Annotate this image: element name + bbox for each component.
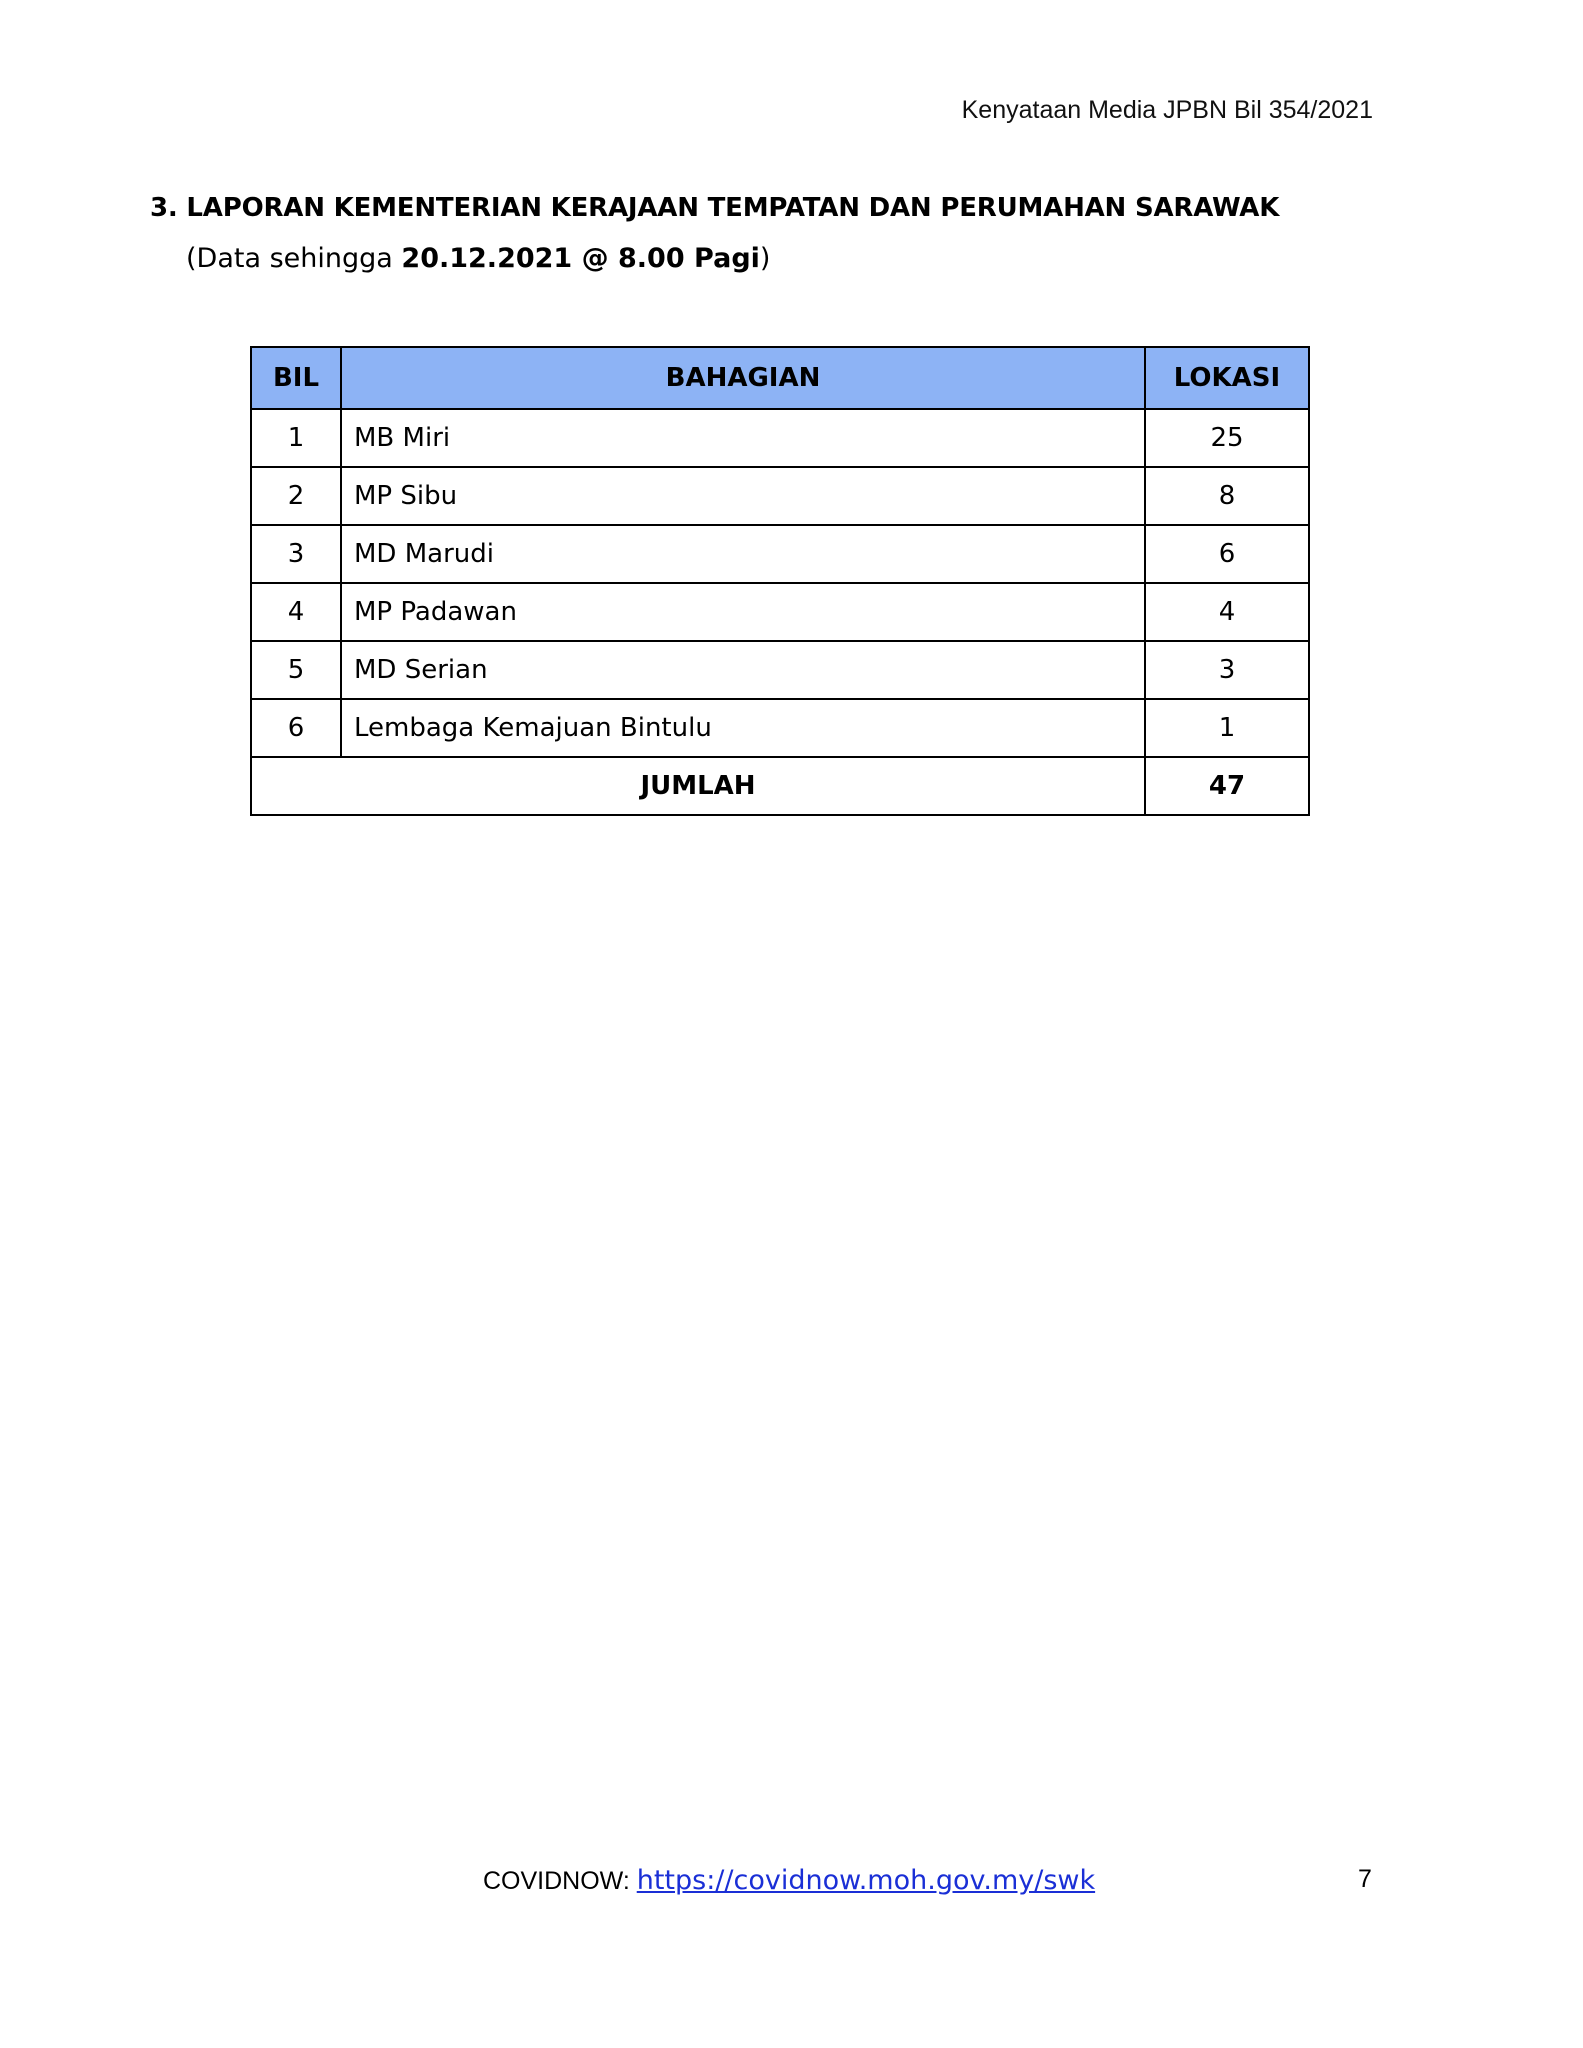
- table-row: [251, 583, 1309, 641]
- table-total-row: [251, 757, 1309, 815]
- page-number: 7: [1358, 1865, 1372, 1893]
- data-note-prefix: (Data sehingga: [186, 243, 402, 274]
- header-bahagian: BAHAGIAN: [341, 347, 1145, 409]
- cell-bil: 2: [251, 467, 341, 525]
- cell-bahagian: MB Miri: [341, 409, 1145, 467]
- cell-lokasi: 3: [1145, 641, 1309, 699]
- cell-bil: 5: [251, 641, 341, 699]
- cell-bahagian: MD Marudi: [341, 525, 1145, 583]
- cell-bil: 1: [251, 409, 341, 467]
- table-row: [251, 699, 1309, 757]
- location-report-table: [250, 346, 1310, 816]
- cell-bahagian: Lembaga Kemajuan Bintulu: [341, 699, 1145, 757]
- table-row: [251, 525, 1309, 583]
- cell-bil: 6: [251, 699, 341, 757]
- table-row: [251, 641, 1309, 699]
- cell-lokasi: 25: [1145, 409, 1309, 467]
- header-lokasi: LOKASI: [1145, 347, 1309, 409]
- table-row: [251, 409, 1309, 467]
- cell-lokasi: 4: [1145, 583, 1309, 641]
- data-note-datetime: 20.12.2021 @ 8.00 Pagi: [401, 243, 760, 274]
- table-row: [251, 467, 1309, 525]
- section-title: 3. LAPORAN KEMENTERIAN KERAJAAN TEMPATAN DAN PERUMAHAN SARAWAK: [150, 193, 1280, 223]
- header-bil: BIL: [251, 347, 341, 409]
- cell-lokasi: 6: [1145, 525, 1309, 583]
- cell-lokasi: 1: [1145, 699, 1309, 757]
- cell-bil: 4: [251, 583, 341, 641]
- covidnow-link[interactable]: https://covidnow.moh.gov.my/swk: [636, 1865, 1096, 1896]
- cell-bahagian: MP Sibu: [341, 467, 1145, 525]
- footer-label: COVIDNOW:: [483, 1867, 637, 1895]
- data-note-suffix: ): [759, 243, 771, 274]
- cell-bahagian: MD Serian: [341, 641, 1145, 699]
- footer: [483, 1865, 1095, 1896]
- table-header-row: [251, 347, 1309, 409]
- total-value: 47: [1145, 757, 1309, 815]
- data-date-note: [186, 243, 770, 274]
- document-reference: Kenyataan Media JPBN Bil 354/2021: [961, 96, 1373, 124]
- total-label: JUMLAH: [251, 757, 1145, 815]
- cell-bil: 3: [251, 525, 341, 583]
- cell-bahagian: MP Padawan: [341, 583, 1145, 641]
- cell-lokasi: 8: [1145, 467, 1309, 525]
